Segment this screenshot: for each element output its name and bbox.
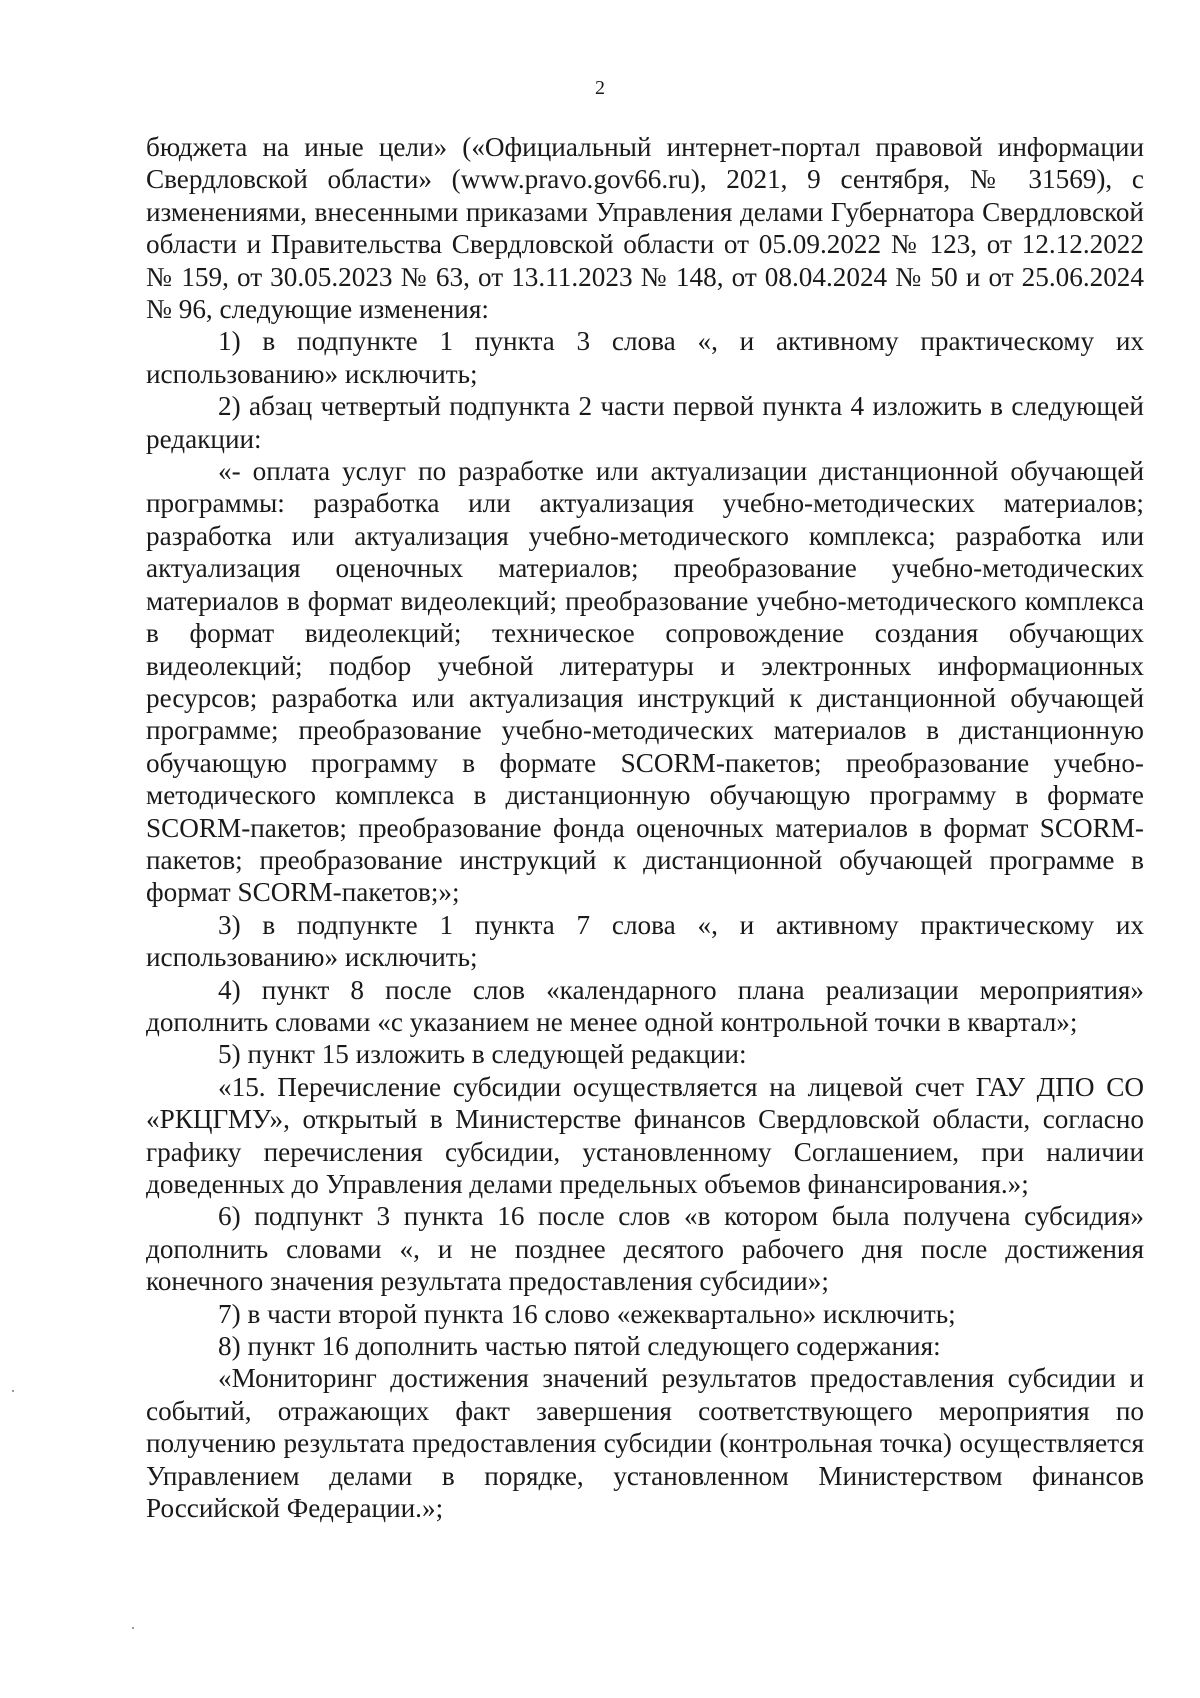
amendment-item-7: 7) в части второй пункта 16 слово «ежеквартально» исключить; <box>218 1298 956 1329</box>
amendment-item-1: 1) в подпункте 1 пункта 3 слова «, и активному практическому их использованию» исключить; <box>146 326 1144 389</box>
amendment-item-2-quote: «- оплата услуг по разработке или актуализации дистанционной обучающей программы: разработка или актуализация учебно-методических материалов; разработка или актуализация учебно-методического комплекса; разработка или актуализация оценочных материалов; преобразование учебно-методических материалов в формат видеолекций; преобразование учебно-методического комплекса в формат видеолекций; техническое сопровождение создания обучающих видеолекций; подбор учебной литературы и электронных информационных ресурсов; разработка или актуализация инструкций к дистанционной обучающей программе; преобразование учебно-методических материалов в дистанционную обучающую программу в формате SCORM-пакетов; преобразование учебно-методического комплекса в дистанционную обучающую программу в формате SCORM-пакетов; преобразование фонда оценочных материалов в формат SCORM-пакетов; преобразование инструкций к дистанционной обучающей программе в формат SCORM-пакетов;»; <box>146 456 1144 908</box>
amendment-item-8-quote: «Мониторинг достижения значений результатов предоставления субсидии и событий, отражающих факт завершения соответствующего мероприятия по получению результата предоставления субсидии (контрольная точка) осуществляется Управлением делами в порядке, установленном Министерством финансов Российской Федерации.»; <box>146 1363 1144 1524</box>
page-number: 2 <box>595 77 605 99</box>
intro-paragraph: бюджета на иные цели» («Официальный интернет-портал правовой информации Свердловской области» (www.pravo.gov66.ru), 2021, 9 сентября, № 31569), с изменениями, внесенными приказами Управления делами Губернатора Свердловской области и Правительства Свердловской области от 05.09.2022 № 123, от 12.12.2022 № 159, от 30.05.2023 № 63, от 13.11.2023 № 148, от 08.04.2024 № 50 и от 25.06.2024 № 96, следующие изменения: <box>146 132 1144 325</box>
amendment-item-5: 5) пункт 15 изложить в следующей редакции: <box>218 1039 747 1070</box>
amendment-item-3: 3) в подпункте 1 пункта 7 слова «, и активному практическому их использованию» исключить; <box>146 909 1144 973</box>
document-body <box>146 131 1144 1524</box>
amendment-item-4: 4) пункт 8 после слов «календарного плана реализации мероприятия» дополнить словами «с указанием не менее одной контрольной точки в квартал»; <box>146 974 1144 1037</box>
amendment-item-5-quote: «15. Перечисление субсидии осуществляется на лицевой счет ГАУ ДПО СО «РКЦГМУ», открытый в Министерстве финансов Свердловской области, согласно графику перечисления субсидии, установленному Соглашением, при наличии доведенных до Управления делами предельных объемов финансирования.»; <box>146 1071 1144 1199</box>
scan-speck <box>132 1627 134 1629</box>
amendment-item-8: 8) пункт 16 дополнить частью пятой следующего содержания: <box>218 1331 941 1362</box>
amendment-item-2: 2) абзац четвертый подпункта 2 части первой пункта 4 изложить в следующей редакции: <box>146 391 1144 454</box>
scan-speck <box>12 1390 14 1392</box>
amendment-item-6: 6) подпункт 3 пункта 16 после слов «в котором была получена субсидия» дополнить словами «, и не позднее десятого рабочего дня после достижения конечного значения результата предоставления субсидии»; <box>146 1201 1144 1297</box>
